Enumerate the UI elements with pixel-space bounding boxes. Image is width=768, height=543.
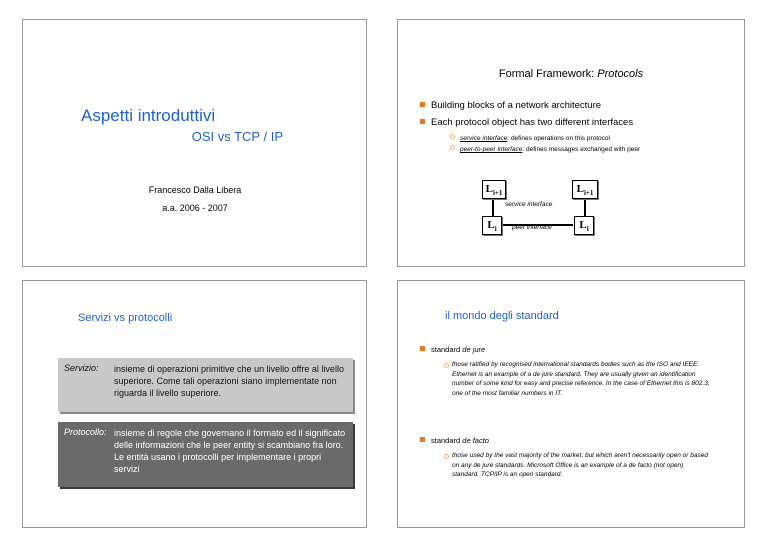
layer-box-upper-left <box>482 180 506 199</box>
subbullet-item <box>450 145 640 153</box>
bullet-dot-icon <box>444 363 449 368</box>
definition-text: insieme di operazioni primitive che un livello offre al livello superiore. Come tali operazioni siano implementate non riguarda il livello superiore. <box>114 364 344 398</box>
slide-2-title <box>398 68 744 80</box>
slide-1-author: Francesco Dalla Libera <box>148 185 242 195</box>
layer-box-lower-right <box>574 216 594 235</box>
definition-servizio <box>58 358 353 412</box>
slide-1-title: Aspetti introduttivi <box>81 106 216 125</box>
layer-box-lower-left <box>482 216 502 235</box>
bullet-dot-icon <box>450 134 455 139</box>
subbullet-item <box>450 134 610 142</box>
service-interface-label: service interface <box>505 201 553 208</box>
layer-sub: i <box>586 225 589 234</box>
layer-sub: i+1 <box>583 189 594 198</box>
layer-label: L <box>576 183 584 195</box>
slide-4-title: il mondo degli standard <box>445 310 559 322</box>
bullet-square-icon <box>420 119 425 124</box>
bullet-item <box>420 100 601 111</box>
subbullet-term: peer-to-peer interface <box>460 146 523 153</box>
definition-label: Protocollo: <box>64 427 107 437</box>
standard-description <box>452 360 712 398</box>
subbullet-text: : defines messages exchanged with peer <box>522 146 641 153</box>
standard-type: de jure <box>462 345 486 354</box>
bullet-square-icon <box>420 102 425 107</box>
diagram-line-left <box>492 198 494 216</box>
slide-2-title-emph: Protocols <box>597 68 644 80</box>
definition-text: insieme di regole che governano il formato ed il significato delle informazioni che le peer entity si scambiano fra loro. Le entità usano i protocolli per implementare i propri servizi <box>114 428 346 474</box>
slide-1-subtitle: OSI vs TCP / IP <box>191 129 283 144</box>
standard-desc-text: those ratified by recognised international standards bodies such as the ISO and IEEE. Ethernet is an example of a de jure standard. They are usually given an identification number of some kind for easy and precise reference. In the case of Ethernet this is 802.3, one of the most familiar numbers in IT. <box>452 361 710 397</box>
bullet-square-icon <box>420 346 425 351</box>
slide-3 <box>22 280 367 528</box>
standard-item <box>420 345 485 354</box>
standard-type: de facto <box>462 436 489 445</box>
bullet-text: Building blocks of a network architecture <box>431 100 602 111</box>
bullet-item <box>420 117 633 128</box>
bullet-square-icon <box>420 437 425 442</box>
subbullet-term: service interface <box>460 135 508 142</box>
standard-description <box>452 451 712 480</box>
layer-label: L <box>485 183 493 195</box>
slide-4 <box>397 280 745 528</box>
slide-1 <box>22 19 367 267</box>
peer-interface-label: peer interface <box>512 224 552 231</box>
layer-label: L <box>487 219 495 231</box>
slide-2 <box>397 19 745 267</box>
standard-prefix: standard <box>431 345 463 354</box>
slide-1-year: a.a. 2006 - 2007 <box>162 203 228 213</box>
standard-prefix: standard <box>431 436 463 445</box>
layer-box-upper-right <box>572 180 598 199</box>
subbullet-text: : defines operations on this protocol <box>507 135 610 142</box>
diagram-line-right <box>584 198 586 216</box>
standard-item <box>420 436 489 445</box>
layer-sub: i <box>494 225 497 234</box>
slide-2-title-prefix: Formal Framework: <box>498 68 598 80</box>
bullet-text: Each protocol object has two different interfaces <box>431 117 634 128</box>
layer-sub: i+1 <box>492 189 503 198</box>
layer-label: L <box>579 219 587 231</box>
bullet-dot-icon <box>444 454 449 459</box>
definition-protocollo <box>58 422 353 487</box>
definition-label: Servizio: <box>64 363 99 373</box>
bullet-dot-icon <box>450 145 455 150</box>
slide-3-title: Servizi vs protocolli <box>78 312 173 324</box>
standard-desc-text: those used by the vast majority of the market, but which aren't necessarily open or based on any de jure standards. Microsoft Office is an example of a de facto (not open) standard. TCP/IP is an open standard. <box>452 452 708 478</box>
